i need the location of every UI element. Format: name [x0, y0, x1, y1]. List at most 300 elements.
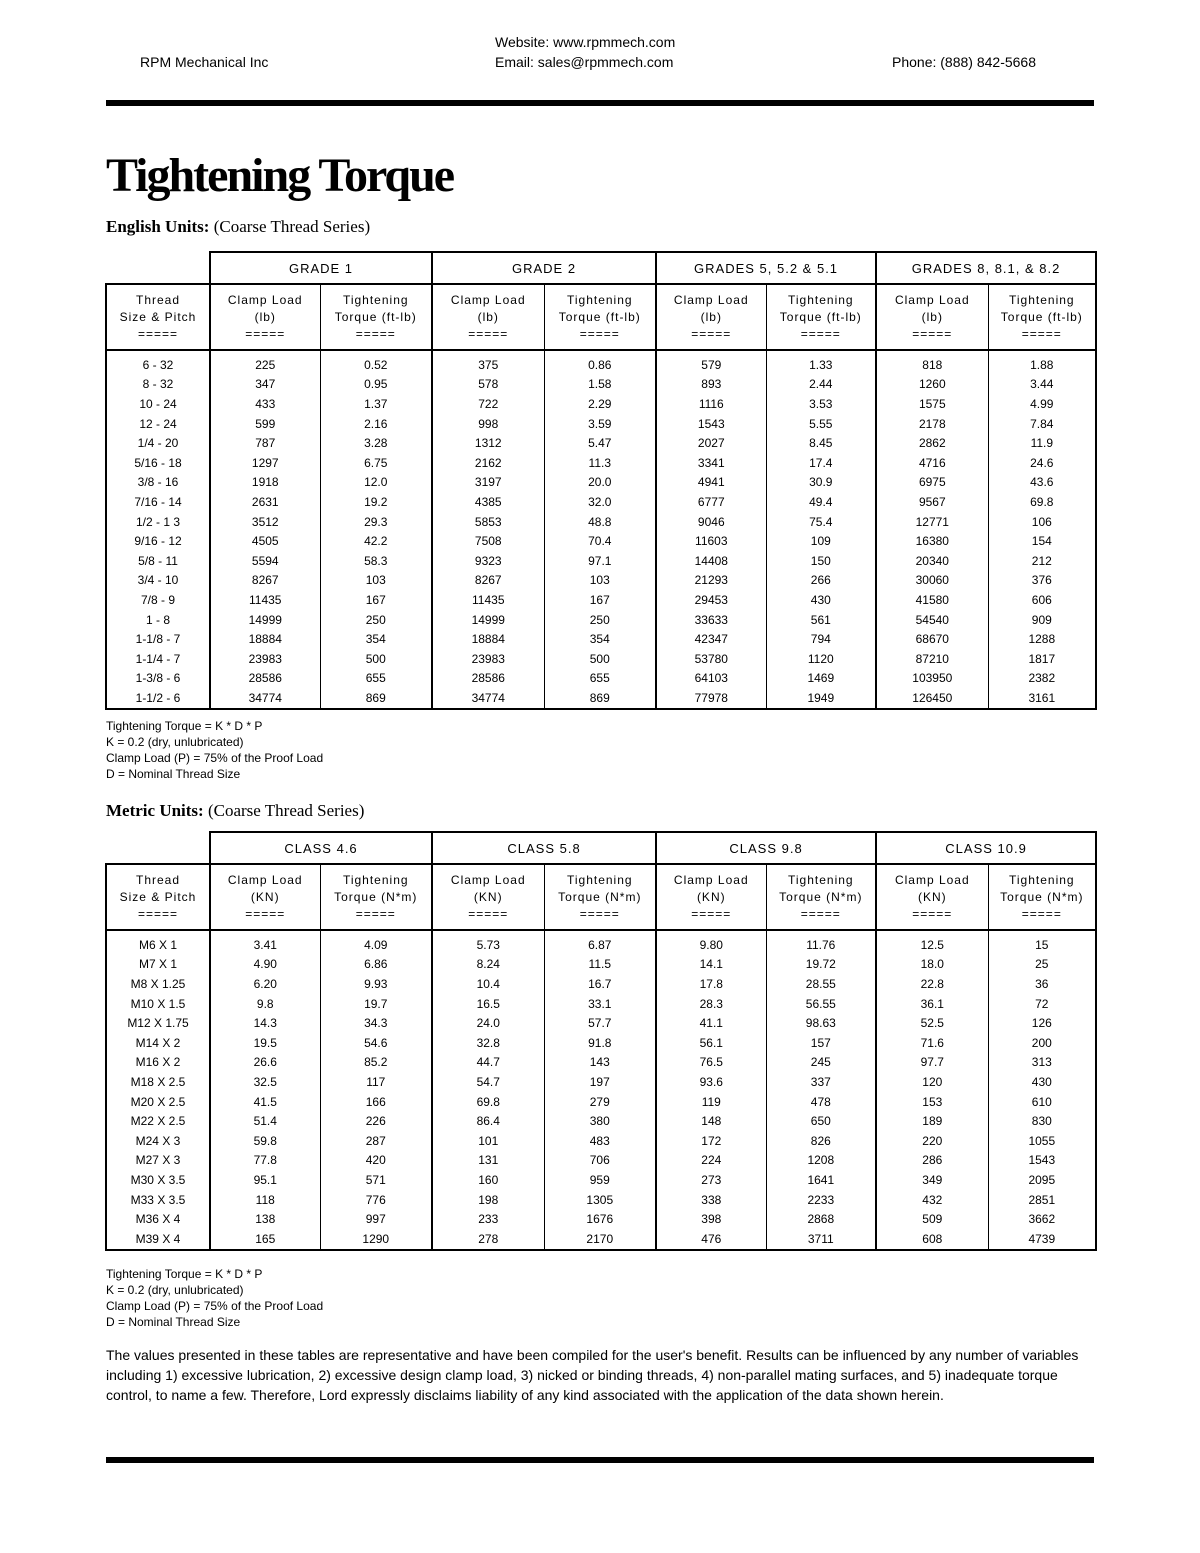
- thread-size-cell: 10 - 24: [106, 394, 210, 414]
- clamp-load-cell: 893: [656, 375, 766, 395]
- clamp-load-cell: 787: [210, 433, 320, 453]
- torque-cell: 28.55: [766, 974, 876, 994]
- torque-cell: 313: [988, 1053, 1096, 1073]
- metric-heading: [106, 801, 364, 821]
- torque-column-header: [766, 864, 876, 930]
- torque-cell: 561: [766, 610, 876, 630]
- table-row: [106, 688, 1096, 709]
- column-header-line: =====: [912, 326, 953, 341]
- table-row: [106, 531, 1096, 551]
- torque-cell: 117: [320, 1072, 432, 1092]
- table-row: [106, 1033, 1096, 1053]
- torque-cell: 56.55: [766, 994, 876, 1014]
- clamp-load-cell: 20340: [876, 551, 988, 571]
- torque-cell: 98.63: [766, 1013, 876, 1033]
- torque-cell: 1.88: [988, 350, 1096, 375]
- group-header: CLASS 4.6: [210, 832, 432, 864]
- clamp-column-header: [876, 864, 988, 930]
- column-header-line: Clamp Load: [673, 292, 749, 307]
- note-line: D = Nominal Thread Size: [106, 1315, 241, 1329]
- clamp-load-cell: 2631: [210, 492, 320, 512]
- clamp-load-cell: 1260: [876, 375, 988, 395]
- clamp-load-cell: 818: [876, 350, 988, 375]
- clamp-load-cell: 64103: [656, 669, 766, 689]
- torque-cell: 200: [988, 1033, 1096, 1053]
- torque-cell: 0.86: [544, 350, 656, 375]
- clamp-load-cell: 33633: [656, 610, 766, 630]
- clamp-load-cell: 5853: [432, 512, 544, 532]
- clamp-load-cell: 220: [876, 1131, 988, 1151]
- torque-column-header: [988, 864, 1096, 930]
- torque-cell: 226: [320, 1111, 432, 1131]
- clamp-load-cell: 118: [210, 1190, 320, 1210]
- column-header-line: Tightening: [566, 292, 633, 307]
- torque-cell: 1469: [766, 669, 876, 689]
- column-header-line: Clamp Load: [673, 872, 749, 887]
- torque-cell: 97.1: [544, 551, 656, 571]
- note-line: Clamp Load (P) = 75% of the Proof Load: [106, 751, 324, 765]
- clamp-load-cell: 4385: [432, 492, 544, 512]
- english-heading-bold: English Units:: [106, 217, 210, 236]
- torque-cell: 70.4: [544, 531, 656, 551]
- clamp-load-cell: 1312: [432, 433, 544, 453]
- clamp-load-cell: 28.3: [656, 994, 766, 1014]
- clamp-load-cell: 9046: [656, 512, 766, 532]
- torque-cell: 3161: [988, 688, 1096, 709]
- column-header-line: Clamp Load: [894, 292, 970, 307]
- clamp-load-cell: 233: [432, 1209, 544, 1229]
- torque-cell: 106: [988, 512, 1096, 532]
- thread-size-cell: M12 X 1.75: [106, 1013, 210, 1033]
- torque-cell: 69.8: [988, 492, 1096, 512]
- table-row: [106, 473, 1096, 493]
- torque-cell: 1641: [766, 1170, 876, 1190]
- column-header-line: Tightening: [342, 872, 409, 887]
- clamp-column-header: [432, 284, 544, 350]
- group-header: GRADE 2: [432, 252, 656, 284]
- torque-cell: 24.6: [988, 453, 1096, 473]
- clamp-load-cell: 71.6: [876, 1033, 988, 1053]
- thread-size-cell: M16 X 2: [106, 1053, 210, 1073]
- group-header-row: [106, 252, 1096, 284]
- clamp-load-cell: 3.41: [210, 930, 320, 955]
- torque-cell: 11.76: [766, 930, 876, 955]
- torque-cell: 2095: [988, 1170, 1096, 1190]
- torque-cell: 43.6: [988, 473, 1096, 493]
- clamp-load-cell: 41.5: [210, 1092, 320, 1112]
- clamp-load-cell: 4941: [656, 473, 766, 493]
- clamp-load-cell: 432: [876, 1190, 988, 1210]
- clamp-load-cell: 5.73: [432, 930, 544, 955]
- column-header-line: =====: [245, 326, 286, 341]
- torque-cell: 3.28: [320, 433, 432, 453]
- torque-cell: 2.16: [320, 414, 432, 434]
- metric-torque-table: [105, 831, 1097, 1251]
- clamp-load-cell: 24.0: [432, 1013, 544, 1033]
- group-header: GRADES 5, 5.2 & 5.1: [656, 252, 876, 284]
- torque-cell: 287: [320, 1131, 432, 1151]
- group-header: GRADE 1: [210, 252, 432, 284]
- clamp-load-cell: 224: [656, 1151, 766, 1171]
- clamp-load-cell: 998: [432, 414, 544, 434]
- torque-cell: 15: [988, 930, 1096, 955]
- thread-size-cell: M33 X 3.5: [106, 1190, 210, 1210]
- clamp-load-cell: 87210: [876, 649, 988, 669]
- torque-cell: 6.87: [544, 930, 656, 955]
- metric-notes: [106, 1266, 323, 1330]
- thread-size-cell: 1-1/2 - 6: [106, 688, 210, 709]
- english-torque-table: [105, 251, 1097, 710]
- torque-cell: 655: [544, 669, 656, 689]
- torque-column-header: [766, 284, 876, 350]
- torque-cell: 2851: [988, 1190, 1096, 1210]
- clamp-load-cell: 8267: [210, 571, 320, 591]
- torque-cell: 3662: [988, 1209, 1096, 1229]
- thread-size-cell: 1/2 - 1 3: [106, 512, 210, 532]
- table-row: [106, 955, 1096, 975]
- note-line: Clamp Load (P) = 75% of the Proof Load: [106, 1299, 324, 1313]
- clamp-load-cell: 56.1: [656, 1033, 766, 1053]
- clamp-load-cell: 138: [210, 1209, 320, 1229]
- thread-size-cell: 1/4 - 20: [106, 433, 210, 453]
- clamp-load-cell: 19.5: [210, 1033, 320, 1053]
- table-row: [106, 1013, 1096, 1033]
- table-row: [106, 994, 1096, 1014]
- torque-cell: 250: [320, 610, 432, 630]
- column-header-line: Torque (N*m): [334, 889, 418, 904]
- thread-column-header: [106, 864, 210, 930]
- clamp-load-cell: 4716: [876, 453, 988, 473]
- torque-cell: 1949: [766, 688, 876, 709]
- torque-cell: 500: [320, 649, 432, 669]
- torque-cell: 57.7: [544, 1013, 656, 1033]
- clamp-load-cell: 398: [656, 1209, 766, 1229]
- clamp-load-cell: 12.5: [876, 930, 988, 955]
- thread-size-cell: 1-1/4 - 7: [106, 649, 210, 669]
- torque-cell: 266: [766, 571, 876, 591]
- clamp-load-cell: 28586: [210, 669, 320, 689]
- table-row: [106, 1072, 1096, 1092]
- torque-cell: 2170: [544, 1229, 656, 1250]
- column-header-line: =====: [800, 906, 841, 921]
- clamp-load-cell: 8.24: [432, 955, 544, 975]
- phone-text: Phone: (888) 842-5668: [892, 54, 1036, 70]
- table-row: [106, 1111, 1096, 1131]
- torque-cell: 32.0: [544, 492, 656, 512]
- clamp-load-cell: 51.4: [210, 1111, 320, 1131]
- column-header-line: (lb): [254, 309, 276, 324]
- clamp-load-cell: 160: [432, 1170, 544, 1190]
- torque-cell: 49.4: [766, 492, 876, 512]
- clamp-load-cell: 172: [656, 1131, 766, 1151]
- torque-cell: 0.52: [320, 350, 432, 375]
- torque-cell: 1.37: [320, 394, 432, 414]
- torque-cell: 11.9: [988, 433, 1096, 453]
- table-row: [106, 649, 1096, 669]
- thread-size-cell: M18 X 2.5: [106, 1072, 210, 1092]
- table-row: [106, 551, 1096, 571]
- torque-cell: 3.44: [988, 375, 1096, 395]
- torque-cell: 9.93: [320, 974, 432, 994]
- group-header-blank: [106, 832, 210, 864]
- thread-size-cell: M20 X 2.5: [106, 1092, 210, 1112]
- clamp-load-cell: 2178: [876, 414, 988, 434]
- table-row: [106, 394, 1096, 414]
- column-header-row: [106, 284, 1096, 350]
- thread-size-cell: 7/16 - 14: [106, 492, 210, 512]
- clamp-load-cell: 14.1: [656, 955, 766, 975]
- table-row: [106, 669, 1096, 689]
- clamp-load-cell: 76.5: [656, 1053, 766, 1073]
- thread-size-cell: M14 X 2: [106, 1033, 210, 1053]
- clamp-load-cell: 9567: [876, 492, 988, 512]
- column-header-line: (KN): [473, 889, 503, 904]
- clamp-column-header: [210, 284, 320, 350]
- torque-cell: 166: [320, 1092, 432, 1112]
- table-row: [106, 974, 1096, 994]
- torque-cell: 4739: [988, 1229, 1096, 1250]
- torque-cell: 1.33: [766, 350, 876, 375]
- clamp-load-cell: 97.7: [876, 1053, 988, 1073]
- table-row: [106, 1053, 1096, 1073]
- column-header-line: Torque (ft-lb): [1000, 309, 1083, 324]
- clamp-load-cell: 42347: [656, 629, 766, 649]
- torque-cell: 606: [988, 590, 1096, 610]
- torque-cell: 16.7: [544, 974, 656, 994]
- column-header-line: =====: [1021, 326, 1062, 341]
- clamp-load-cell: 6975: [876, 473, 988, 493]
- clamp-load-cell: 189: [876, 1111, 988, 1131]
- thread-size-cell: 3/8 - 16: [106, 473, 210, 493]
- torque-cell: 30.9: [766, 473, 876, 493]
- clamp-load-cell: 119: [656, 1092, 766, 1112]
- torque-cell: 17.4: [766, 453, 876, 473]
- clamp-load-cell: 3512: [210, 512, 320, 532]
- clamp-column-header: [432, 864, 544, 930]
- clamp-load-cell: 3197: [432, 473, 544, 493]
- torque-cell: 167: [544, 590, 656, 610]
- torque-cell: 1055: [988, 1131, 1096, 1151]
- clamp-column-header: [656, 284, 766, 350]
- clamp-load-cell: 1543: [656, 414, 766, 434]
- column-header-line: =====: [579, 906, 620, 921]
- torque-cell: 157: [766, 1033, 876, 1053]
- column-header-line: =====: [579, 326, 620, 341]
- clamp-load-cell: 11435: [210, 590, 320, 610]
- table-row: [106, 610, 1096, 630]
- table-row: [106, 433, 1096, 453]
- torque-cell: 11.5: [544, 955, 656, 975]
- torque-column-header: [320, 284, 432, 350]
- torque-cell: 826: [766, 1131, 876, 1151]
- clamp-load-cell: 126450: [876, 688, 988, 709]
- torque-cell: 376: [988, 571, 1096, 591]
- clamp-load-cell: 18884: [210, 629, 320, 649]
- torque-cell: 3711: [766, 1229, 876, 1250]
- torque-cell: 1543: [988, 1151, 1096, 1171]
- column-header-line: Clamp Load: [227, 872, 303, 887]
- clamp-load-cell: 375: [432, 350, 544, 375]
- clamp-load-cell: 59.8: [210, 1131, 320, 1151]
- clamp-load-cell: 26.6: [210, 1053, 320, 1073]
- torque-cell: 5.47: [544, 433, 656, 453]
- table-row: [106, 571, 1096, 591]
- column-header-line: =====: [355, 906, 396, 921]
- clamp-load-cell: 28586: [432, 669, 544, 689]
- clamp-load-cell: 433: [210, 394, 320, 414]
- clamp-load-cell: 2162: [432, 453, 544, 473]
- thread-size-cell: M8 X 1.25: [106, 974, 210, 994]
- clamp-load-cell: 93.6: [656, 1072, 766, 1092]
- torque-cell: 154: [988, 531, 1096, 551]
- torque-cell: 500: [544, 649, 656, 669]
- column-header-line: Thread: [135, 872, 181, 887]
- table-row: [106, 1131, 1096, 1151]
- clamp-load-cell: 18884: [432, 629, 544, 649]
- column-header-line: Torque (ft-lb): [779, 309, 862, 324]
- thread-size-cell: M36 X 4: [106, 1209, 210, 1229]
- thread-size-cell: 1-3/8 - 6: [106, 669, 210, 689]
- torque-cell: 794: [766, 629, 876, 649]
- torque-column-header: [320, 864, 432, 930]
- clamp-load-cell: 1297: [210, 453, 320, 473]
- column-header-line: =====: [245, 906, 286, 921]
- column-header-line: =====: [468, 326, 509, 341]
- torque-cell: 0.95: [320, 375, 432, 395]
- clamp-load-cell: 2027: [656, 433, 766, 453]
- thread-column-header: [106, 284, 210, 350]
- torque-cell: 997: [320, 1209, 432, 1229]
- clamp-load-cell: 347: [210, 375, 320, 395]
- torque-cell: 337: [766, 1072, 876, 1092]
- table-row: [106, 512, 1096, 532]
- torque-cell: 279: [544, 1092, 656, 1112]
- table-row: [106, 492, 1096, 512]
- torque-cell: 11.3: [544, 453, 656, 473]
- torque-cell: 12.0: [320, 473, 432, 493]
- column-header-line: =====: [691, 906, 732, 921]
- clamp-load-cell: 21293: [656, 571, 766, 591]
- column-header-line: Tightening: [566, 872, 633, 887]
- torque-cell: 430: [988, 1072, 1096, 1092]
- torque-cell: 58.3: [320, 551, 432, 571]
- note-line: Tightening Torque = K * D * P: [106, 719, 263, 733]
- clamp-load-cell: 34774: [210, 688, 320, 709]
- torque-cell: 869: [320, 688, 432, 709]
- note-line: Tightening Torque = K * D * P: [106, 1267, 263, 1281]
- column-header-line: (KN): [250, 889, 280, 904]
- table-row: [106, 1170, 1096, 1190]
- column-header-line: Size & Pitch: [119, 309, 197, 324]
- torque-cell: 650: [766, 1111, 876, 1131]
- email-text: Email: sales@rpmmech.com: [495, 54, 674, 70]
- group-header: CLASS 9.8: [656, 832, 876, 864]
- torque-cell: 430: [766, 590, 876, 610]
- clamp-load-cell: 6.20: [210, 974, 320, 994]
- thread-size-cell: 1 - 8: [106, 610, 210, 630]
- clamp-load-cell: 101: [432, 1131, 544, 1151]
- clamp-load-cell: 14408: [656, 551, 766, 571]
- clamp-load-cell: 509: [876, 1209, 988, 1229]
- clamp-load-cell: 153: [876, 1092, 988, 1112]
- clamp-load-cell: 22.8: [876, 974, 988, 994]
- clamp-load-cell: 3341: [656, 453, 766, 473]
- table-row: [106, 350, 1096, 375]
- clamp-load-cell: 4505: [210, 531, 320, 551]
- thread-size-cell: 1-1/8 - 7: [106, 629, 210, 649]
- column-header-line: Torque (ft-lb): [558, 309, 641, 324]
- table-row: [106, 1229, 1096, 1250]
- metric-heading-rest: (Coarse Thread Series): [203, 801, 365, 820]
- clamp-load-cell: 14.3: [210, 1013, 320, 1033]
- torque-cell: 706: [544, 1151, 656, 1171]
- column-header-line: Clamp Load: [227, 292, 303, 307]
- torque-cell: 19.2: [320, 492, 432, 512]
- torque-cell: 354: [320, 629, 432, 649]
- torque-cell: 75.4: [766, 512, 876, 532]
- torque-cell: 1305: [544, 1190, 656, 1210]
- torque-cell: 150: [766, 551, 876, 571]
- torque-cell: 48.8: [544, 512, 656, 532]
- column-header-line: =====: [1021, 906, 1062, 921]
- torque-cell: 1.58: [544, 375, 656, 395]
- clamp-load-cell: 9.80: [656, 930, 766, 955]
- clamp-load-cell: 86.4: [432, 1111, 544, 1131]
- column-header-line: Thread: [135, 292, 181, 307]
- clamp-load-cell: 23983: [432, 649, 544, 669]
- torque-cell: 103: [544, 571, 656, 591]
- torque-cell: 212: [988, 551, 1096, 571]
- clamp-load-cell: 16380: [876, 531, 988, 551]
- torque-cell: 869: [544, 688, 656, 709]
- clamp-load-cell: 14999: [210, 610, 320, 630]
- thread-size-cell: M6 X 1: [106, 930, 210, 955]
- clamp-load-cell: 9.8: [210, 994, 320, 1014]
- clamp-load-cell: 198: [432, 1190, 544, 1210]
- clamp-load-cell: 44.7: [432, 1053, 544, 1073]
- column-header-line: Tightening: [787, 292, 854, 307]
- torque-cell: 91.8: [544, 1033, 656, 1053]
- torque-cell: 6.75: [320, 453, 432, 473]
- thread-size-cell: 6 - 32: [106, 350, 210, 375]
- disclaimer-text: The values presented in these tables are representative and have been compiled for the user's benefit. Results can be influenced by any number of variables including 1) excessive lubrication, 2) excessive design clamp load, 3) nicked or binding threads, 4) non-parallel mating surfaces, and 5) inadequate torque control, to name a few. Therefore, Lord expressly disclaims liability of any kind associated with the application of the data shown herein.: [106, 1347, 1079, 1403]
- torque-cell: 420: [320, 1151, 432, 1171]
- note-line: D = Nominal Thread Size: [106, 767, 241, 781]
- torque-cell: 1120: [766, 649, 876, 669]
- torque-cell: 250: [544, 610, 656, 630]
- torque-cell: 6.86: [320, 955, 432, 975]
- column-header-line: Size & Pitch: [119, 889, 197, 904]
- note-line: K = 0.2 (dry, unlubricated): [106, 735, 244, 749]
- torque-cell: 1676: [544, 1209, 656, 1229]
- clamp-load-cell: 10.4: [432, 974, 544, 994]
- website-text: Website: www.rpmmech.com: [495, 34, 676, 50]
- clamp-load-cell: 2862: [876, 433, 988, 453]
- clamp-load-cell: 225: [210, 350, 320, 375]
- company-name: RPM Mechanical Inc: [140, 54, 269, 70]
- thread-size-cell: 5/8 - 11: [106, 551, 210, 571]
- clamp-load-cell: 11603: [656, 531, 766, 551]
- torque-cell: 2233: [766, 1190, 876, 1210]
- torque-cell: 2.44: [766, 375, 876, 395]
- table-row: [106, 1092, 1096, 1112]
- torque-cell: 1817: [988, 649, 1096, 669]
- torque-cell: 20.0: [544, 473, 656, 493]
- torque-cell: 25: [988, 955, 1096, 975]
- thread-size-cell: M30 X 3.5: [106, 1170, 210, 1190]
- torque-cell: 3.53: [766, 394, 876, 414]
- clamp-load-cell: 17.8: [656, 974, 766, 994]
